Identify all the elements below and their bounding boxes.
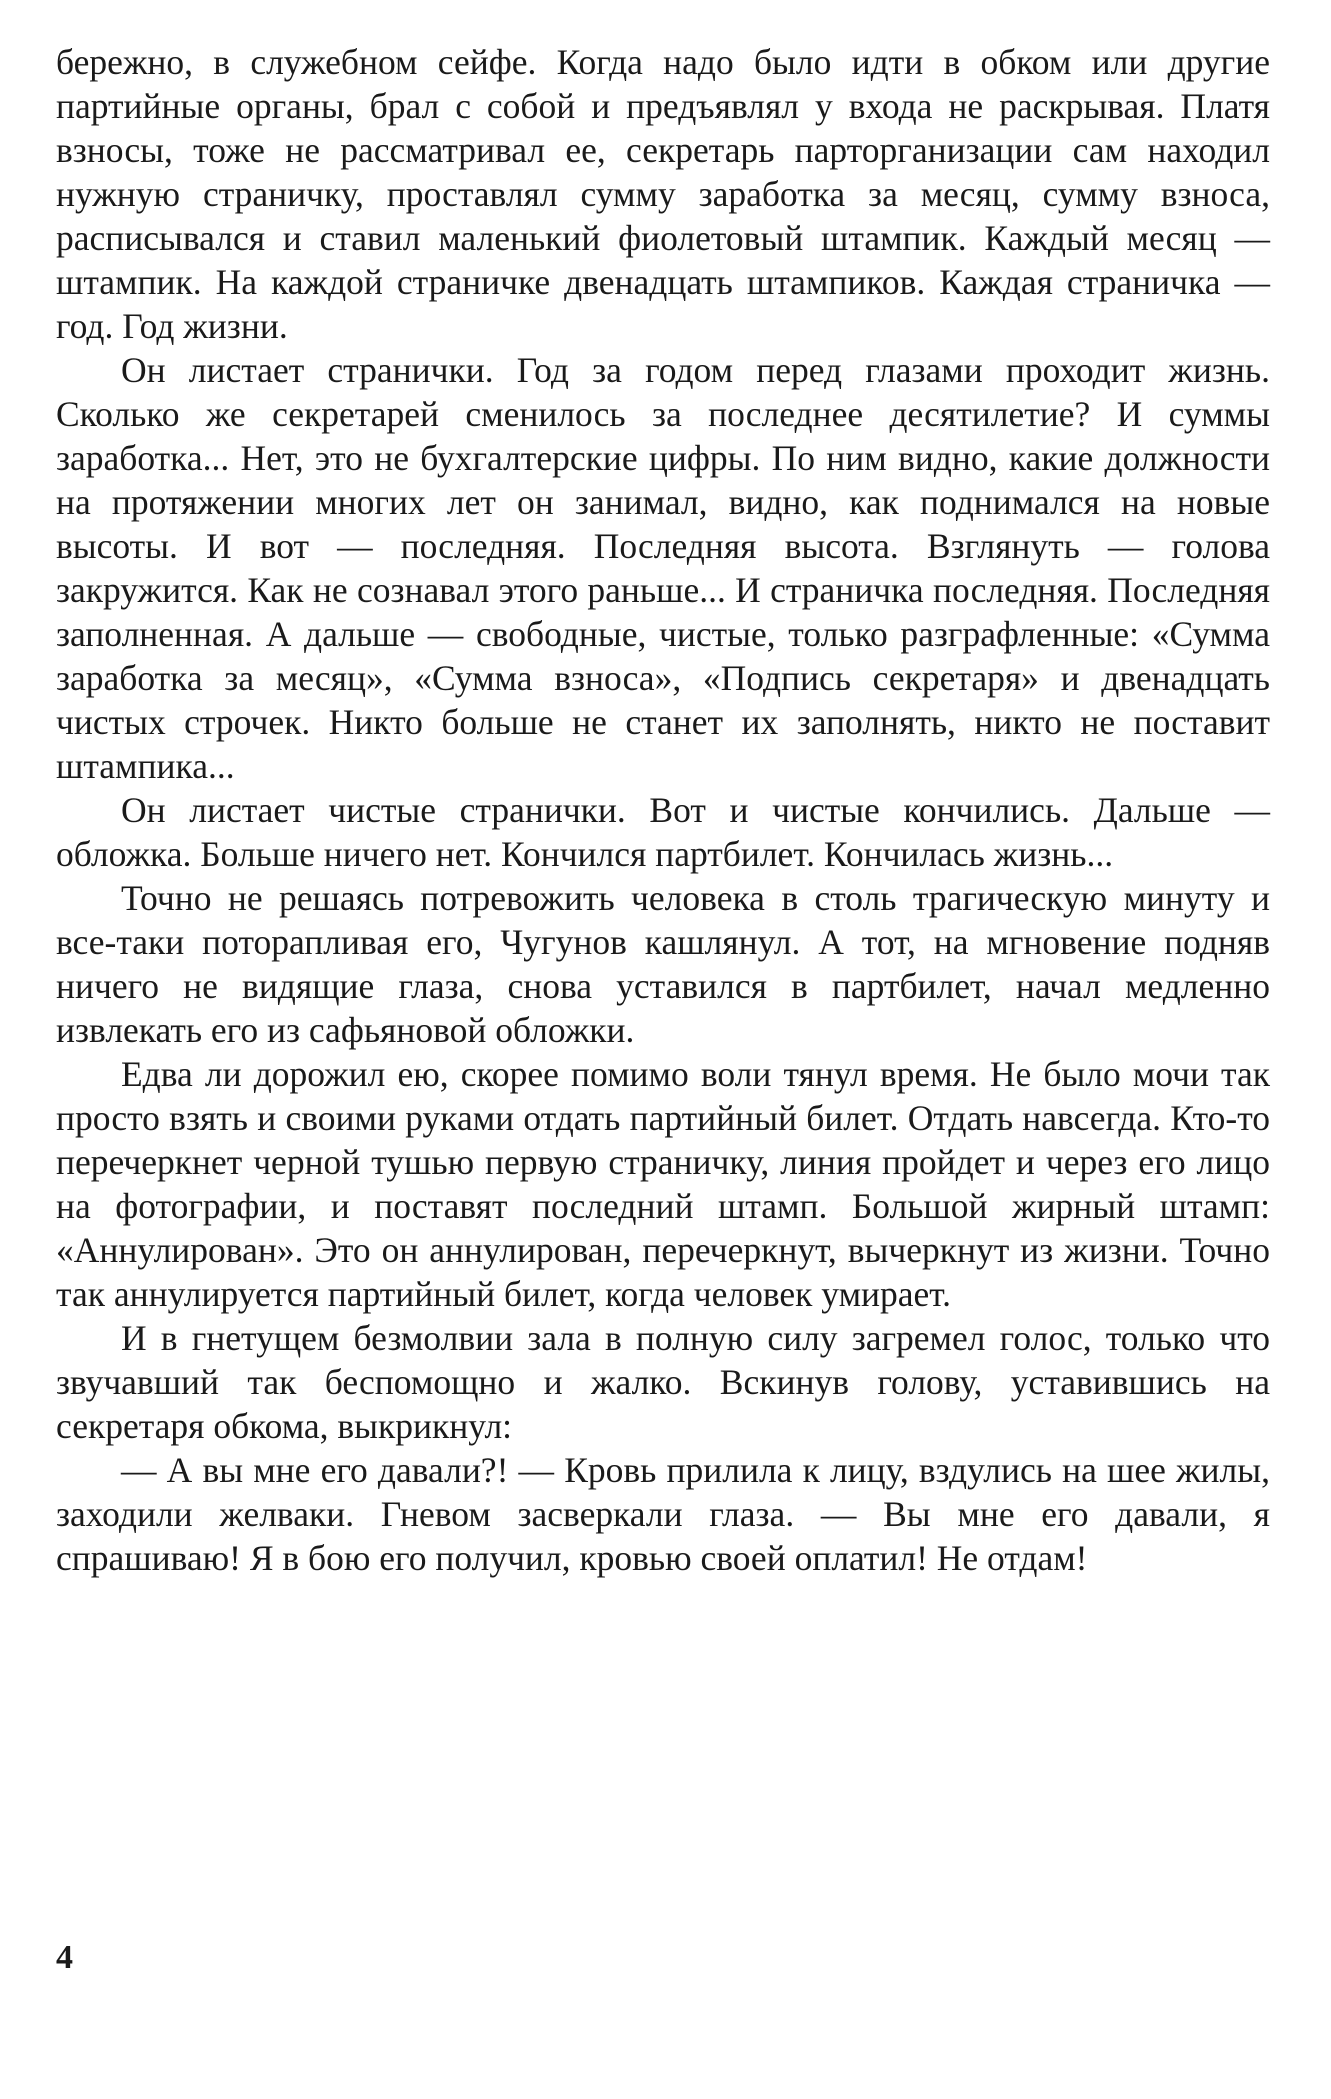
- paragraph-7: — А вы мне его давали?! — Кровь прилила к лицу, вздулись на шее жилы, заходили желваки. Гневом засверкали глаза. — Вы мне его давали, я спрашиваю! Я в бою его получил, кровью своей оплатил! Не отдам!: [56, 1450, 1270, 1578]
- paragraph-2: Он листает странички. Год за годом перед глазами проходит жизнь. Сколько же секретарей сменилось за последнее десятилетие? И суммы заработка... Нет, это не бухгалтерские цифры. По ним видно, какие должности на протяжении многих лет он занимал, видно, как поднимался на новые высоты. И вот — последняя. Последняя высота. Взглянуть — голова закружится. Как не сознавал этого раньше... И страничка последняя. Последняя заполненная. А дальше — свободные, чистые, только разграфленные: «Сумма заработка за месяц», «Сумма взноса», «Подпись секретаря» и двенадцать чистых строчек. Никто больше не станет их заполнять, никто не поставит штампика...: [56, 350, 1270, 786]
- page-body: [56, 40, 1270, 1580]
- paragraph-6: И в гнетущем безмолвии зала в полную силу загремел голос, только что звучавший так беспомощно и жалко. Вскинув голову, уставившись на секретаря обкома, выкрикнул:: [56, 1318, 1270, 1446]
- paragraph-4: Точно не решаясь потревожить человека в столь трагическую минуту и все-таки поторапливая его, Чугунов кашлянул. А тот, на мгновение подняв ничего не видящие глаза, снова уставился в партбилет, начал медленно извлекать его из сафьяновой обложки.: [56, 878, 1270, 1050]
- paragraph-1: бережно, в служебном сейфе. Когда надо было идти в обком или другие партийные органы, брал с собой и предъявлял у входа не раскрывая. Платя взносы, тоже не рассматривал ее, секретарь парторганизации сам находил нужную страничку, проставлял сумму заработка за месяц, сумму взноса, расписывался и ставил маленький фиолетовый штампик. Каждый месяц — штампик. На каждой страничке двенадцать штампиков. Каждая страничка — год. Год жизни.: [56, 42, 1270, 346]
- paragraph-5: Едва ли дорожил ею, скорее помимо воли тянул время. Не было мочи так просто взять и своими руками отдать партийный билет. Отдать навсегда. Кто-то перечеркнет черной тушью первую страничку, линия пройдет и через его лицо на фотографии, и поставят последний штамп. Большой жирный штамп: «Аннулирован». Это он аннулирован, перечеркнут, вычеркнут из жизни. Точно так аннулируется партийный билет, когда человек умирает.: [56, 1054, 1270, 1314]
- paragraph-3: Он листает чистые странички. Вот и чистые кончились. Дальше — обложка. Больше ничего нет. Кончился партбилет. Кончилась жизнь...: [56, 790, 1270, 874]
- page-number: 4: [56, 1939, 73, 1976]
